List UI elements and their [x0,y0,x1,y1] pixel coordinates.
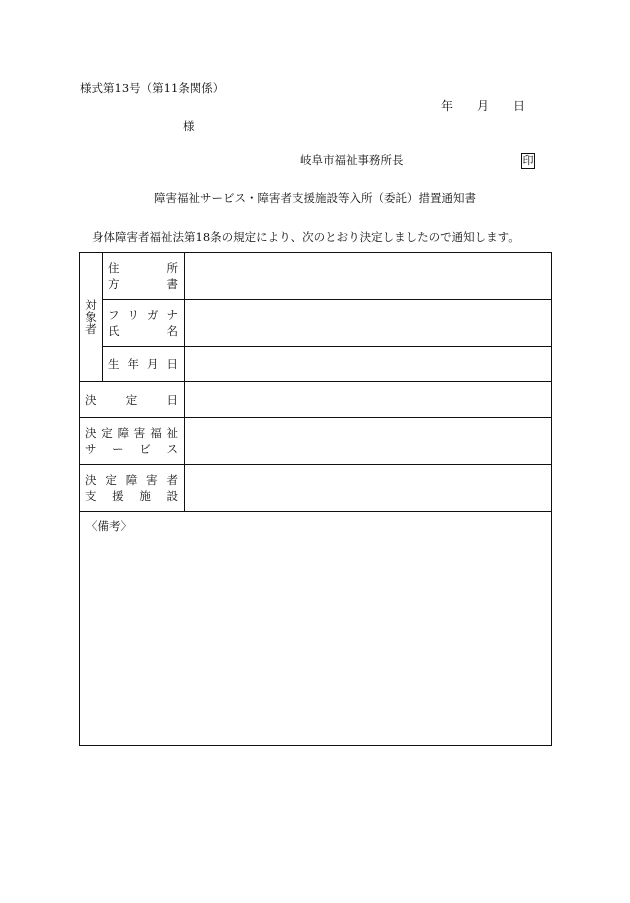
decision-date-label [85,392,178,408]
notice-table [79,252,552,746]
label-char: 日 [166,357,178,371]
service-label-line2 [85,441,178,457]
label-char: 生 [108,357,120,371]
subject-group-cell [79,252,103,382]
label-char: リ [127,308,139,322]
name-label-cell [102,299,185,347]
remarks-label: 〈備考〉 [86,519,132,533]
label-char: 方 [108,277,120,291]
facility-label-line2 [85,488,178,504]
label-char: 定 [101,426,113,440]
address-detail-label [108,276,178,292]
date-line: 年 月 日 [441,99,526,113]
service-label-line1 [85,425,178,441]
label-char: 氏 [108,324,120,338]
label-char: 所 [166,261,178,275]
facility-value-cell [184,464,552,512]
address-label-cell [102,252,185,300]
label-char: 者 [166,473,178,487]
label-char: 名 [166,324,178,338]
name-label [108,323,178,339]
document-title: 障害福祉サービス・障害者支援施設等入所（委託）措置通知書 [154,191,476,205]
birthdate-value-cell [184,346,552,382]
label-char: 書 [166,277,178,291]
decision-date-label-cell [79,381,185,418]
label-char: 祉 [166,426,178,440]
label-char: 決 [85,426,97,440]
seal-mark: 印 [522,154,534,167]
name-value-cell [184,299,552,347]
label-char: サ [85,442,97,456]
service-label-cell [79,417,185,465]
label-char: ス [166,442,178,456]
label-char: 住 [108,261,120,275]
decision-date-value-cell [184,381,552,418]
label-char: 施 [139,489,151,503]
label-char: 援 [112,489,124,503]
label-char: 定 [105,473,117,487]
label-char: 支 [85,489,97,503]
remarks-cell [79,511,552,746]
birthdate-label-cell [102,346,185,382]
label-char: 障 [117,426,130,440]
service-value-cell [184,417,552,465]
label-char: 障 [125,473,138,487]
label-char: 決 [85,392,97,407]
label-char: 設 [166,489,178,503]
issuer-name: 岐阜市福祉事務所長 [300,153,404,167]
label-char: 年 [127,357,139,371]
label-char: 害 [146,473,158,487]
label-char: ナ [166,308,178,322]
label-char: ガ [147,308,159,322]
birthdate-label [108,356,178,372]
form-number: 様式第13号（第11条関係） [80,81,225,95]
facility-label-line1 [85,472,178,488]
subject-group-label: 対象者 [84,299,98,335]
addressee-honorific: 様 [183,119,195,133]
label-char: 決 [85,473,97,487]
address-label [108,260,178,276]
label-char: 月 [147,357,159,371]
furigana-label [108,307,178,323]
label-char: 福 [150,426,162,440]
label-char: 定 [125,392,138,407]
label-char: ー [112,442,124,456]
label-char: フ [108,308,120,322]
address-value-cell [184,252,552,300]
facility-label-cell [79,464,185,512]
notice-text: 身体障害者福祉法第18条の規定により、次のとおり決定しましたので通知します。 [92,230,520,244]
label-char: ビ [139,442,151,456]
label-char: 害 [133,426,146,440]
label-char: 日 [166,392,178,407]
